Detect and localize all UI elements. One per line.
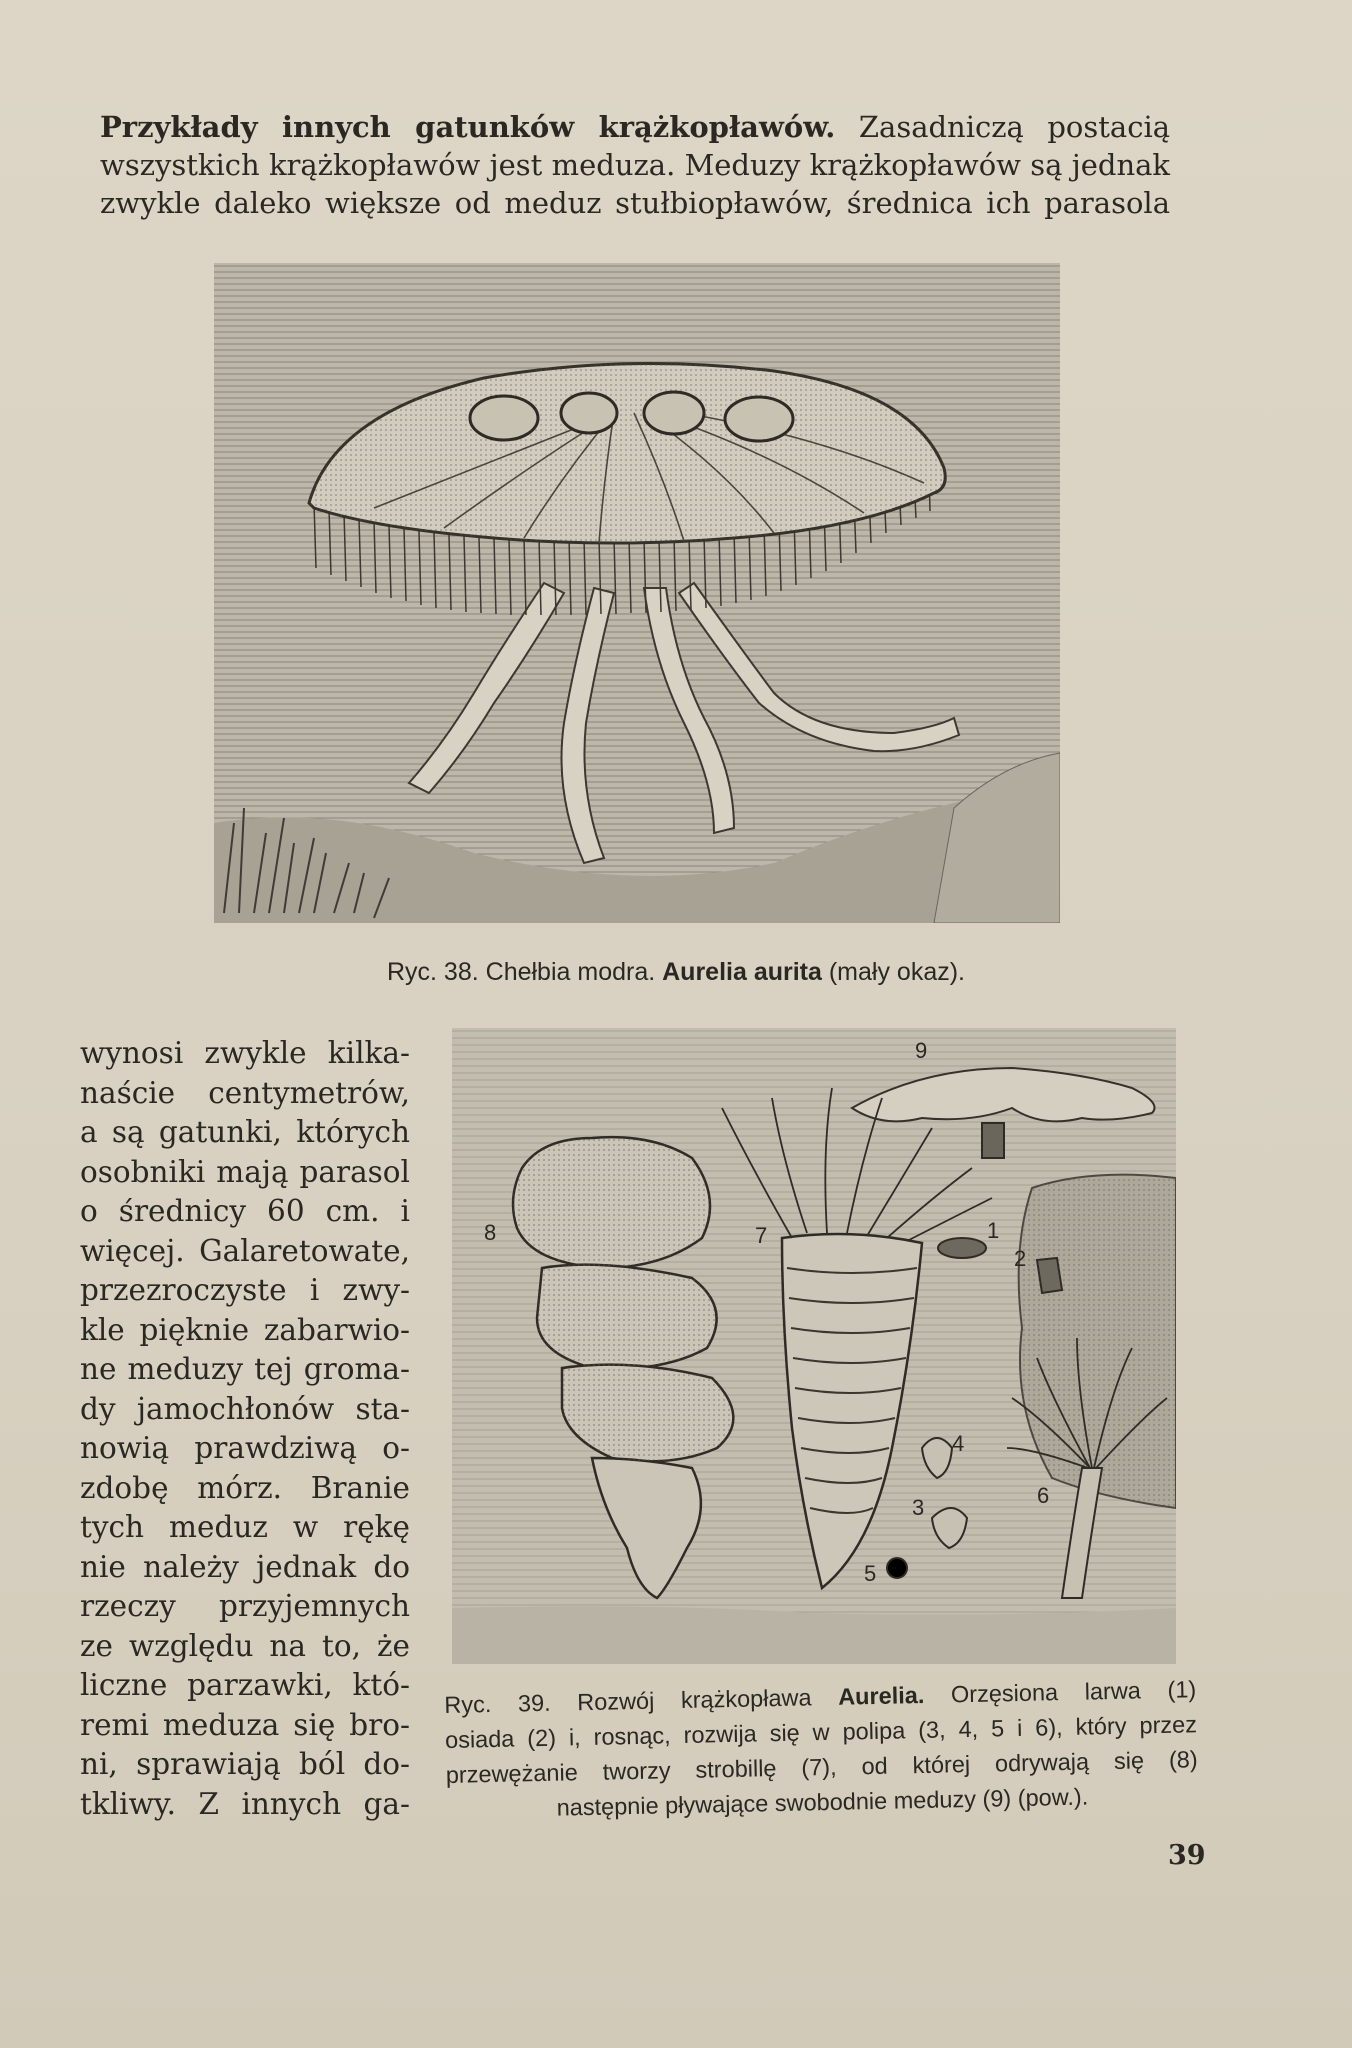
column-line: a są gatunki, których bbox=[80, 1115, 410, 1149]
intro-bold-heading: Przykłady innych gatunków krążkopławów. bbox=[100, 110, 836, 144]
figure-39-label-4: 4 bbox=[952, 1431, 965, 1456]
intro-line-1: Przykłady innych gatunków krążkopławów. Zasadniczą postacią bbox=[100, 110, 1171, 144]
figure-39-label-3: 3 bbox=[912, 1495, 925, 1520]
figure-39-label-9: 9 bbox=[915, 1038, 928, 1063]
figure-39-label-8: 8 bbox=[484, 1220, 497, 1245]
column-line: remi meduza się bro- bbox=[80, 1707, 410, 1742]
column-line: tkliwy. Z innych ga- bbox=[80, 1786, 410, 1821]
column-line: kle pięknie zabarwio- bbox=[80, 1312, 410, 1347]
column-line: więcej. Galaretowate, bbox=[80, 1233, 410, 1268]
column-line: dy jamochłonów sta- bbox=[80, 1391, 410, 1426]
figure-39-label-5: 5 bbox=[864, 1561, 877, 1586]
column-line: liczne parzawki, któ- bbox=[80, 1668, 410, 1702]
column-line: ni, sprawiają ból do- bbox=[80, 1747, 410, 1781]
column-line: zdobę mórz. Branie bbox=[80, 1470, 410, 1505]
page-number: 39 bbox=[1168, 1840, 1206, 1871]
column-line: wynosi zwykle kilka- bbox=[80, 1036, 410, 1070]
intro-line-3: zwykle daleko większe od meduz stułbiopławów, średnica ich parasola bbox=[100, 186, 1170, 220]
column-line: rzeczy przyjemnych bbox=[80, 1589, 410, 1623]
figure-38-caption: Ryc. 38. Chełbia modra. Aurelia aurita (mały okaz). bbox=[386, 958, 965, 986]
figure-39-label-2: 2 bbox=[1014, 1246, 1027, 1271]
column-line: naście centymetrów, bbox=[80, 1075, 410, 1110]
figure-39-development-illustration bbox=[452, 1028, 1176, 1664]
figure-39-label-6: 6 bbox=[1037, 1483, 1050, 1508]
column-line: nie należy jednak do bbox=[80, 1549, 410, 1584]
column-line: ne meduzy tej groma- bbox=[80, 1352, 410, 1386]
figure-39-caption: Ryc. 39. Rozwój krążkopława Aurelia. Orzęsiona larwa (1) osiada (2) i, rosnąc, rozwija się w polipa (3, 4, 5 i 6), który przez przewężanie tworzy strobillę (7), od której odrywają się (8) następnie pływające swobodnie meduzy (9) (pow.). bbox=[444, 1676, 1198, 1821]
left-text-column bbox=[80, 1034, 410, 1824]
column-line: osobniki mają parasol bbox=[80, 1154, 410, 1189]
column-line: nowią prawdziwą o- bbox=[80, 1431, 410, 1465]
column-line: ze względu na to, że bbox=[80, 1628, 410, 1663]
column-line: tych meduz w rękę bbox=[80, 1510, 410, 1544]
column-line: o średnicy 60 cm. i bbox=[80, 1194, 410, 1228]
figure-38-jellyfish-illustration bbox=[214, 263, 1060, 923]
intro-paragraph bbox=[100, 108, 1170, 222]
column-line: przezroczyste i zwy- bbox=[80, 1273, 410, 1307]
intro-line-2: wszystkich krążkopławów jest meduza. Meduzy krążkopławów są jednak bbox=[100, 148, 1170, 182]
figure-39-label-1: 1 bbox=[987, 1218, 1000, 1243]
figure-39-label-7: 7 bbox=[755, 1223, 768, 1248]
